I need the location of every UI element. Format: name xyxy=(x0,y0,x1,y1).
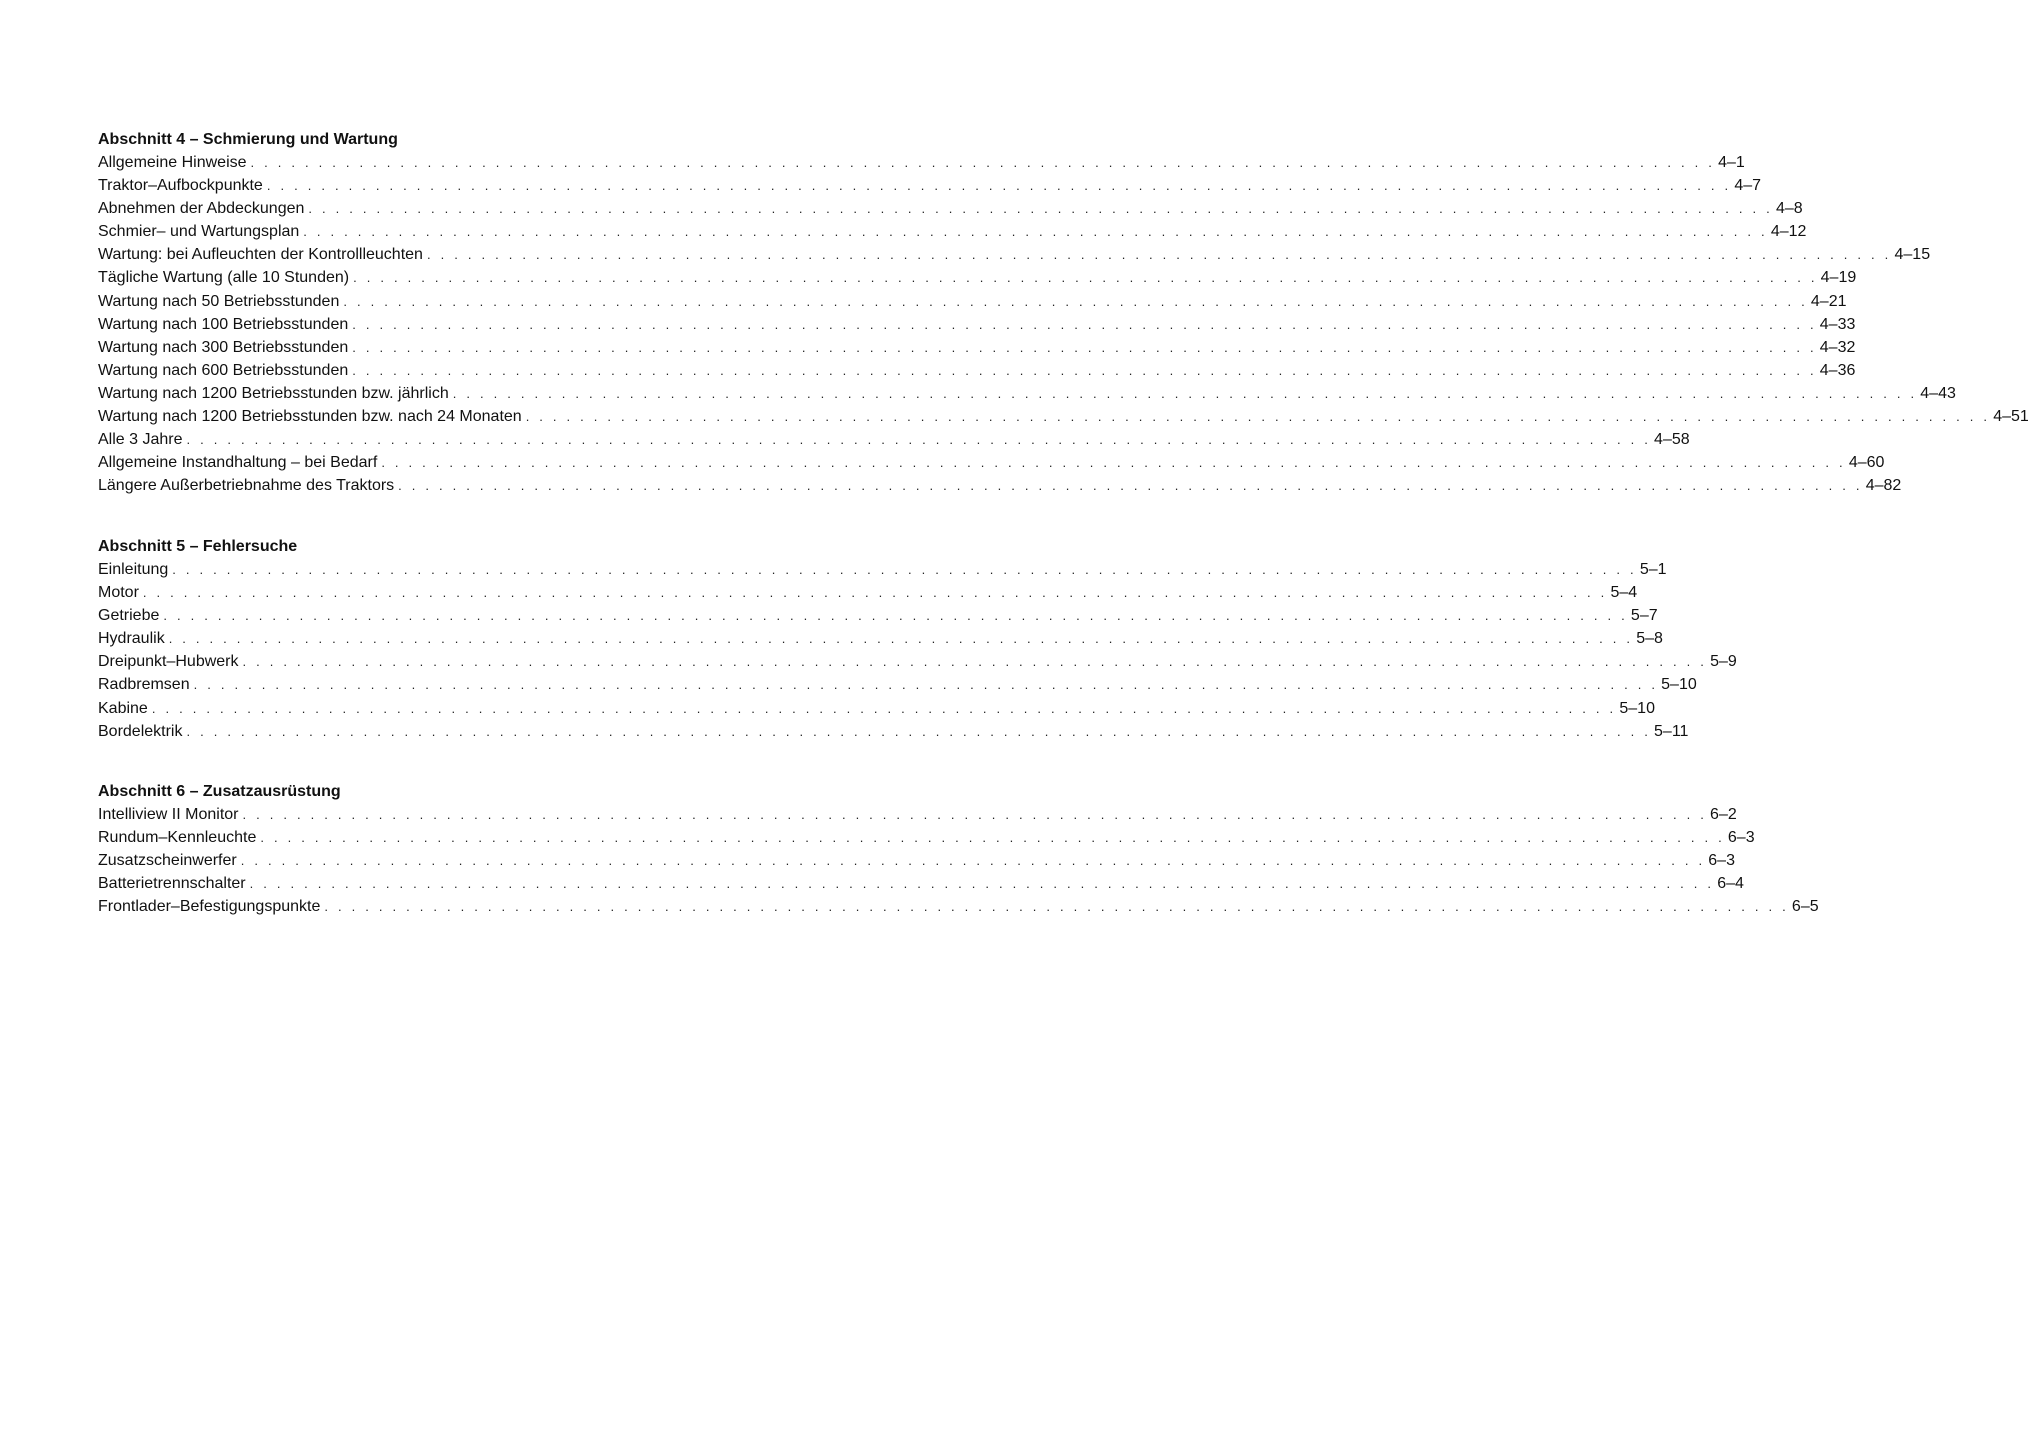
entry-label: Wartung nach 50 Betriebsstunden xyxy=(98,292,340,310)
toc-entry[interactable] xyxy=(98,359,1856,382)
entry-page: 4–51 xyxy=(1993,408,2029,426)
toc-section-6 xyxy=(98,780,1819,918)
entry-page: 4–60 xyxy=(1848,454,1885,472)
toc-entry[interactable] xyxy=(98,604,1658,627)
entry-label: Traktor–Aufbockpunkte xyxy=(98,177,263,195)
section-title: Abschnitt 4 – Schmierung und Wartung xyxy=(98,131,398,148)
dot-leader: . . . . . . . . . . . . . . . . . . . . . . . . . . . . . . . . . . . . . . . . . . . . . . . . . . . . . . . . . . . . . . . . . . . . . . . . . . . . . . . . . . . . . . . . . . . . . . . . . . . . . . . . . . . . xyxy=(381,455,1846,471)
dot-leader: . . . . . . . . . . . . . . . . . . . . . . . . . . . . . . . . . . . . . . . . . . . . . . . . . . . . . . . . . . . . . . . . . . . . . . . . . . . . . . . . . . . . . . . . . . . . . . . . . . . . . . . . . . . . xyxy=(266,178,1732,194)
toc-entry[interactable] xyxy=(98,697,1655,720)
toc-entry[interactable] xyxy=(98,673,1697,696)
entry-label: Wartung nach 600 Betriebsstunden xyxy=(98,361,349,379)
dot-leader: . . . . . . . . . . . . . . . . . . . . . . . . . . . . . . . . . . . . . . . . . . . . . . . . . . . . . . . . . . . . . . . . . . . . . . . . . . . . . . . . . . . . . . . . . . . . . . . . . . . . . . . . . . . . xyxy=(186,723,1652,739)
entry-label: Wartung nach 1200 Betriebsstunden bzw. jährlich xyxy=(98,384,449,402)
dot-leader: . . . . . . . . . . . . . . . . . . . . . . . . . . . . . . . . . . . . . . . . . . . . . . . . . . . . . . . . . . . . . . . . . . . . . . . . . . . . . . . . . . . . . . . . . . . . . . . . . . . . . . . . . . . . xyxy=(353,270,1818,286)
entry-page: 5–11 xyxy=(1654,722,1689,740)
entry-page: 6–3 xyxy=(1727,829,1755,847)
dot-leader: . . . . . . . . . . . . . . . . . . . . . . . . . . . . . . . . . . . . . . . . . . . . . . . . . . . . . . . . . . . . . . . . . . . . . . . . . . . . . . . . . . . . . . . . . . . . . . . . . . . . . . . . . . . . xyxy=(172,562,1637,577)
dot-leader: . . . . . . . . . . . . . . . . . . . . . . . . . . . . . . . . . . . . . . . . . . . . . . . . . . . . . . . . . . . . . . . . . . . . . . . . . . . . . . . . . . . . . . . . . . . . . . . . . . . . . . . . . . . . xyxy=(398,478,1863,494)
toc-entry[interactable] xyxy=(98,220,1807,243)
entry-page: 4–32 xyxy=(1819,338,1856,356)
toc-entry[interactable] xyxy=(98,895,1819,918)
toc-entry[interactable] xyxy=(98,803,1737,826)
toc-entry[interactable] xyxy=(98,451,1885,474)
entry-page: 4–8 xyxy=(1775,200,1803,218)
entry-label: Hydraulik xyxy=(98,630,165,648)
dot-leader: . . . . . . . . . . . . . . . . . . . . . . . . . . . . . . . . . . . . . . . . . . . . . . . . . . . . . . . . . . . . . . . . . . . . . . . . . . . . . . . . . . . . . . . . . . . . . . . . . . . . . . . . . . . . xyxy=(242,807,1708,822)
entry-page: 5–9 xyxy=(1710,653,1737,671)
entry-label: Schmier– und Wartungsplan xyxy=(98,223,300,241)
entry-page: 4–15 xyxy=(1894,246,1931,264)
entry-label: Frontlader–Befestigungspunkte xyxy=(98,898,321,916)
entry-page: 5–10 xyxy=(1619,699,1655,717)
toc-entry[interactable] xyxy=(98,872,1744,895)
toc-section-5 xyxy=(98,535,1737,743)
entry-label: Rundum–Kennleuchte xyxy=(98,829,257,847)
entry-label: Allgemeine Instandhaltung – bei Bedarf xyxy=(98,454,378,472)
section-title: Abschnitt 6 – Zusatzausrüstung xyxy=(98,783,341,800)
toc-entry[interactable] xyxy=(98,826,1755,849)
entry-page: 4–1 xyxy=(1718,154,1745,171)
toc-entry[interactable] xyxy=(98,382,1956,405)
toc-entry[interactable] xyxy=(98,290,1847,313)
entry-page: 4–82 xyxy=(1865,477,1902,495)
dot-leader: . . . . . . . . . . . . . . . . . . . . . . . . . . . . . . . . . . . . . . . . . . . . . . . . . . . . . . . . . . . . . . . . . . . . . . . . . . . . . . . . . . . . . . . . . . . . . . . . . . . . . . . . . . . . xyxy=(352,316,1817,332)
dot-leader: . . . . . . . . . . . . . . . . . . . . . . . . . . . . . . . . . . . . . . . . . . . . . . . . . . . . . . . . . . . . . . . . . . . . . . . . . . . . . . . . . . . . . . . . . . . . . . . . . . . . . . . . . . . . xyxy=(249,876,1715,892)
entry-label: Batterietrennschalter xyxy=(98,875,246,893)
entry-page: 5–10 xyxy=(1661,676,1697,694)
toc-entry[interactable] xyxy=(98,720,1689,743)
entry-label: Kabine xyxy=(98,699,148,717)
toc-entry[interactable] xyxy=(98,849,1735,872)
entry-label: Wartung nach 1200 Betriebsstunden bzw. nach 24 Monaten xyxy=(98,408,522,426)
toc-entry[interactable] xyxy=(98,405,2029,428)
toc-entry[interactable] xyxy=(98,627,1663,650)
dot-leader: . . . . . . . . . . . . . . . . . . . . . . . . . . . . . . . . . . . . . . . . . . . . . . . . . . . . . . . . . . . . . . . . . . . . . . . . . . . . . . . . . . . . . . . . . . . . . . . . . . . . . . . . . . . . xyxy=(525,409,1991,425)
dot-leader: . . . . . . . . . . . . . . . . . . . . . . . . . . . . . . . . . . . . . . . . . . . . . . . . . . . . . . . . . . . . . . . . . . . . . . . . . . . . . . . . . . . . . . . . . . . . . . . . . . . . . . . . . . . . xyxy=(163,608,1628,624)
entry-label: Radbremsen xyxy=(98,676,190,694)
entry-page: 6–3 xyxy=(1708,852,1735,870)
entry-page: 5–8 xyxy=(1636,630,1663,648)
entry-label: Wartung nach 300 Betriebsstunden xyxy=(98,338,349,356)
dot-leader: . . . . . . . . . . . . . . . . . . . . . . . . . . . . . . . . . . . . . . . . . . . . . . . . . . . . . . . . . . . . . . . . . . . . . . . . . . . . . . . . . . . . . . . . . . . . . . . . . . . . . . . . . . . . xyxy=(193,677,1659,693)
entry-page: 4–36 xyxy=(1819,361,1856,379)
dot-leader: . . . . . . . . . . . . . . . . . . . . . . . . . . . . . . . . . . . . . . . . . . . . . . . . . . . . . . . . . . . . . . . . . . . . . . . . . . . . . . . . . . . . . . . . . . . . . . . . . . . . . . . . . . . . xyxy=(303,224,1768,240)
entry-label: Einleitung xyxy=(98,561,169,578)
entry-page: 4–12 xyxy=(1770,223,1807,241)
toc-section-4 xyxy=(98,128,2029,497)
toc-entry[interactable] xyxy=(98,151,1745,174)
section-title: Abschnitt 5 – Fehlersuche xyxy=(98,538,298,555)
dot-leader: . . . . . . . . . . . . . . . . . . . . . . . . . . . . . . . . . . . . . . . . . . . . . . . . . . . . . . . . . . . . . . . . . . . . . . . . . . . . . . . . . . . . . . . . . . . . . . . . . . . . . . . . . . . . xyxy=(452,385,1918,401)
entry-page: 5–4 xyxy=(1610,584,1638,602)
toc-entry[interactable] xyxy=(98,174,1762,197)
dot-leader: . . . . . . . . . . . . . . . . . . . . . . . . . . . . . . . . . . . . . . . . . . . . . . . . . . . . . . . . . . . . . . . . . . . . . . . . . . . . . . . . . . . . . . . . . . . . . . . . . . . . . . . . . . . . xyxy=(324,899,1789,915)
entry-label: Wartung: bei Aufleuchten der Kontrollleuchten xyxy=(98,246,423,264)
entry-page: 4–43 xyxy=(1920,384,1956,402)
dot-leader: . . . . . . . . . . . . . . . . . . . . . . . . . . . . . . . . . . . . . . . . . . . . . . . . . . . . . . . . . . . . . . . . . . . . . . . . . . . . . . . . . . . . . . . . . . . . . . . . . . . . . . . . . . . . xyxy=(352,339,1817,355)
entry-label: Bordelektrik xyxy=(98,722,183,740)
entry-label: Zusatzscheinwerfer xyxy=(98,852,237,870)
entry-label: Alle 3 Jahre xyxy=(98,431,183,449)
dot-leader: . . . . . . . . . . . . . . . . . . . . . . . . . . . . . . . . . . . . . . . . . . . . . . . . . . . . . . . . . . . . . . . . . . . . . . . . . . . . . . . . . . . . . . . . . . . . . . . . . . . . . . . . . . . . xyxy=(242,654,1708,670)
dot-leader: . . . . . . . . . . . . . . . . . . . . . . . . . . . . . . . . . . . . . . . . . . . . . . . . . . . . . . . . . . . . . . . . . . . . . . . . . . . . . . . . . . . . . . . . . . . . . . . . . . . . . . . . . . . . xyxy=(142,585,1608,601)
toc-entry[interactable] xyxy=(98,474,1902,497)
dot-leader: . . . . . . . . . . . . . . . . . . . . . . . . . . . . . . . . . . . . . . . . . . . . . . . . . . . . . . . . . . . . . . . . . . . . . . . . . . . . . . . . . . . . . . . . . . . . . . . . . . . . . . . . . . . . xyxy=(186,432,1652,448)
entry-page: 4–19 xyxy=(1820,269,1857,287)
toc-entry[interactable] xyxy=(98,581,1638,604)
dot-leader: . . . . . . . . . . . . . . . . . . . . . . . . . . . . . . . . . . . . . . . . . . . . . . . . . . . . . . . . . . . . . . . . . . . . . . . . . . . . . . . . . . . . . . . . . . . . . . . . . . . . . . . . . . . . xyxy=(352,362,1817,378)
entry-page: 4–7 xyxy=(1734,177,1762,195)
entry-label: Motor xyxy=(98,584,139,602)
dot-leader: . . . . . . . . . . . . . . . . . . . . . . . . . . . . . . . . . . . . . . . . . . . . . . . . . . . . . . . . . . . . . . . . . . . . . . . . . . . . . . . . . . . . . . . . . . . . . . . . . . . . . . . . . . . . xyxy=(168,631,1634,647)
entry-label: Getriebe xyxy=(98,607,160,625)
toc-entry[interactable] xyxy=(98,558,1667,581)
entry-page: 6–2 xyxy=(1710,806,1737,823)
entry-label: Allgemeine Hinweise xyxy=(98,154,247,171)
toc-entry[interactable] xyxy=(98,197,1803,220)
dot-leader: . . . . . . . . . . . . . . . . . . . . . . . . . . . . . . . . . . . . . . . . . . . . . . . . . . . . . . . . . . . . . . . . . . . . . . . . . . . . . . . . . . . . . . . . . . . . . . . . . . . . . . . . . . . . xyxy=(250,155,1716,170)
entry-page: 5–1 xyxy=(1639,561,1667,578)
toc-entry[interactable] xyxy=(98,266,1857,289)
entry-page: 4–58 xyxy=(1654,431,1690,449)
toc-entry[interactable] xyxy=(98,428,1690,451)
entry-label: Dreipunkt–Hubwerk xyxy=(98,653,239,671)
entry-label: Wartung nach 100 Betriebsstunden xyxy=(98,315,349,333)
dot-leader: . . . . . . . . . . . . . . . . . . . . . . . . . . . . . . . . . . . . . . . . . . . . . . . . . . . . . . . . . . . . . . . . . . . . . . . . . . . . . . . . . . . . . . . . . . . . . . . . . . . . . . . . . . . . xyxy=(308,201,1773,217)
toc-entry[interactable] xyxy=(98,336,1856,359)
entry-label: Intelliview II Monitor xyxy=(98,806,239,823)
dot-leader: . . . . . . . . . . . . . . . . . . . . . . . . . . . . . . . . . . . . . . . . . . . . . . . . . . . . . . . . . . . . . . . . . . . . . . . . . . . . . . . . . . . . . . . . . . . . . . . . . . . . . . . . . . . . xyxy=(426,247,1892,263)
dot-leader: . . . . . . . . . . . . . . . . . . . . . . . . . . . . . . . . . . . . . . . . . . . . . . . . . . . . . . . . . . . . . . . . . . . . . . . . . . . . . . . . . . . . . . . . . . . . . . . . . . . . . . . . . . . . xyxy=(240,853,1706,869)
toc-entry[interactable] xyxy=(98,313,1856,336)
entry-page: 4–21 xyxy=(1810,292,1847,310)
entry-label: Abnehmen der Abdeckungen xyxy=(98,200,305,218)
entry-page: 6–5 xyxy=(1791,898,1819,916)
dot-leader: . . . . . . . . . . . . . . . . . . . . . . . . . . . . . . . . . . . . . . . . . . . . . . . . . . . . . . . . . . . . . . . . . . . . . . . . . . . . . . . . . . . . . . . . . . . . . . . . . . . . . . . . . . . . xyxy=(260,830,1725,846)
entry-page: 5–7 xyxy=(1630,607,1658,625)
entry-label: Tägliche Wartung (alle 10 Stunden) xyxy=(98,269,350,287)
entry-page: 6–4 xyxy=(1717,875,1744,893)
toc-entry[interactable] xyxy=(98,243,1931,266)
dot-leader: . . . . . . . . . . . . . . . . . . . . . . . . . . . . . . . . . . . . . . . . . . . . . . . . . . . . . . . . . . . . . . . . . . . . . . . . . . . . . . . . . . . . . . . . . . . . . . . . . . . . . . . . . . . . xyxy=(343,293,1808,309)
toc-entry[interactable] xyxy=(98,650,1737,673)
entry-label: Längere Außerbetriebnahme des Traktors xyxy=(98,477,395,495)
entry-page: 4–33 xyxy=(1819,315,1856,333)
dot-leader: . . . . . . . . . . . . . . . . . . . . . . . . . . . . . . . . . . . . . . . . . . . . . . . . . . . . . . . . . . . . . . . . . . . . . . . . . . . . . . . . . . . . . . . . . . . . . . . . . . . . . . . . . . . . xyxy=(151,700,1617,716)
